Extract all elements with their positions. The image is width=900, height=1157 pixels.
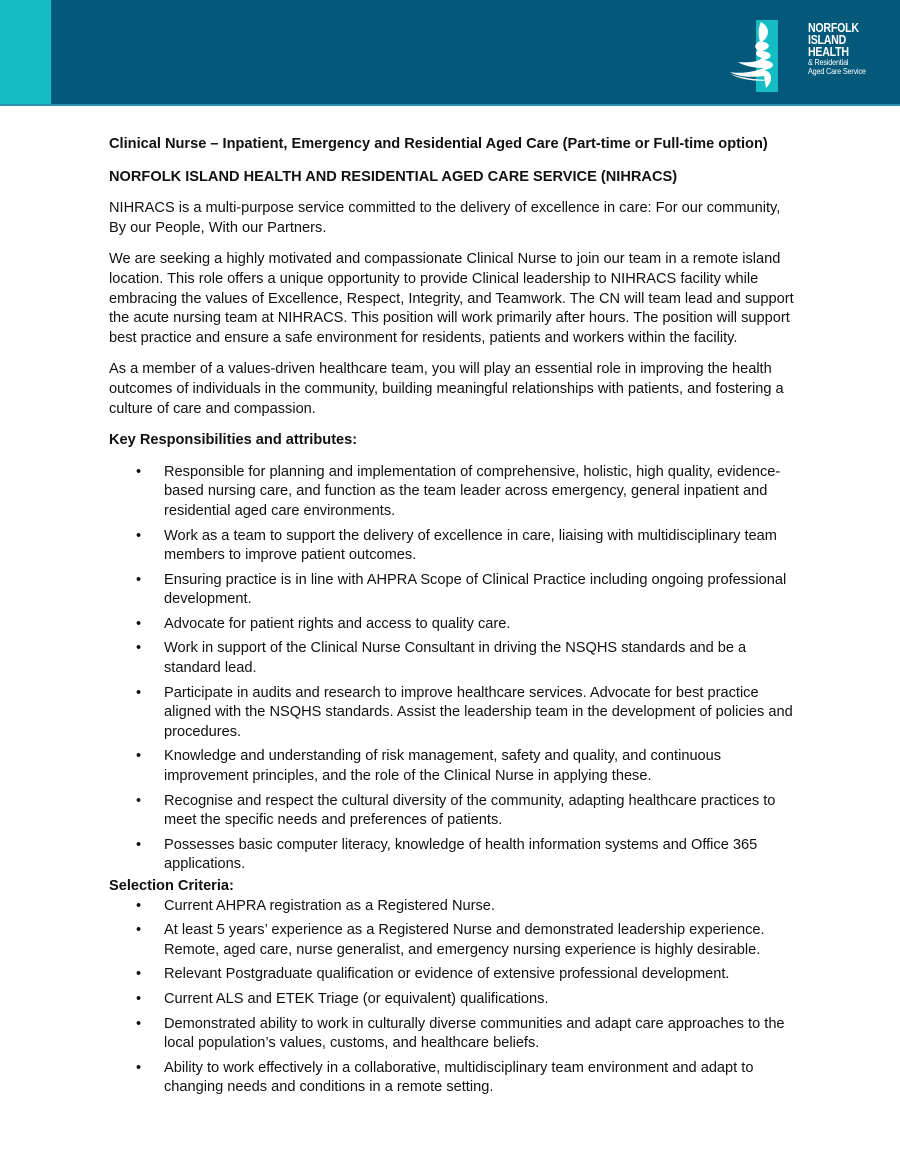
bullet-icon: • (136, 1015, 142, 1032)
selection-criteria-list (109, 897, 799, 1098)
bullet-icon: • (136, 897, 142, 914)
list-item-text: Work in support of the Clinical Nurse Consultant in driving the NSQHS standards and be a standard lead. (164, 640, 747, 677)
list-item (109, 527, 799, 566)
bullet-icon: • (136, 990, 142, 1007)
bullet-icon: • (136, 615, 142, 632)
list-item (109, 1015, 799, 1054)
list-item-text: Advocate for patient rights and access to quality care. (164, 615, 511, 632)
list-item-text: Current ALS and ETEK Triage (or equivalent) qualifications. (164, 990, 549, 1007)
list-item (109, 897, 799, 917)
responsibilities-list (109, 463, 799, 875)
list-item-text: Relevant Postgraduate qualification or evidence of extensive professional development. (164, 966, 730, 983)
document-body (109, 135, 799, 1103)
bullet-icon: • (136, 463, 142, 480)
list-item (109, 747, 799, 786)
responsibilities-heading: Key Responsibilities and attributes: (109, 432, 358, 449)
organization-heading: NORFOLK ISLAND HEALTH AND RESIDENTIAL AGED CARE SERVICE (NIHRACS) (109, 168, 678, 185)
bullet-icon: • (136, 684, 142, 701)
logo-line-5: Aged Care Service (808, 66, 866, 76)
bullet-icon: • (136, 1059, 142, 1076)
list-item (109, 1059, 799, 1098)
page-header-banner (0, 0, 900, 106)
job-title: Clinical Nurse – Inpatient, Emergency and Residential Aged Care (Part-time or Full-time option) (109, 136, 768, 152)
list-item (109, 463, 799, 522)
list-item-text: Ability to work effectively in a collaborative, multidisciplinary team environment and adapt to changing needs and conditions in a remote setting. (164, 1059, 754, 1096)
bullet-icon: • (136, 748, 142, 765)
list-item (109, 990, 799, 1010)
bullet-icon: • (136, 571, 142, 588)
logo-wordmark (808, 22, 876, 76)
list-item (109, 615, 799, 635)
list-item (109, 639, 799, 678)
bullet-icon: • (136, 922, 142, 939)
list-item (109, 684, 799, 743)
header-bottom-rule (0, 104, 900, 106)
list-item-text: At least 5 years’ experience as a Registered Nurse and demonstrated leadership experience. Remote, aged care, nurse generalist, and emergency nursing experience is highly desirable. (164, 922, 765, 958)
logo-line-1: NORFOLK (808, 21, 859, 35)
list-item-text: Current AHPRA registration as a Registered Nurse. (164, 897, 495, 914)
logo-line-4: & Residential (808, 57, 849, 67)
list-item (109, 836, 799, 875)
bullet-icon: • (136, 640, 142, 657)
list-item-text: Demonstrated ability to work in culturally diverse communities and adapt care approaches to the local population’s values, customs, and healthcare beliefs. (164, 1015, 785, 1052)
bullet-icon: • (136, 792, 142, 809)
header-accent-bar (0, 0, 51, 106)
logo-line-2: ISLAND (808, 33, 847, 47)
list-item-text: Possesses basic computer literacy, knowledge of health information systems and Office 365 applications. (164, 836, 758, 873)
list-item (109, 792, 799, 831)
bullet-icon: • (136, 527, 142, 544)
list-item-text: Responsible for planning and implementation of comprehensive, holistic, high quality, evidence-based nursing care, and function as the team leader across emergency, general inpatient and residential aged care environments. (164, 463, 781, 519)
list-item-text: Knowledge and understanding of risk management, safety and quality, and continuous improvement principles, and the role of the Clinical Nurse in applying these. (164, 748, 722, 785)
list-item-text: Ensuring practice is in line with AHPRA Scope of Clinical Practice including ongoing professional development. (164, 571, 787, 608)
list-item-text: Recognise and respect the cultural diversity of the community, adapting healthcare practices to meet the specific needs and preferences of patients. (164, 792, 776, 829)
intro-paragraph: NIHRACS is a multi-purpose service committed to the delivery of excellence in care: For our community, By our People, With our Partners. (109, 200, 781, 236)
list-item (109, 965, 799, 985)
logo-line-3: HEALTH (808, 45, 849, 59)
list-item-text: Work as a team to support the delivery of excellence in care, liaising with multidisciplinary team members to improve patient outcomes. (164, 527, 777, 564)
selection-criteria-heading: Selection Criteria: (109, 878, 234, 894)
team-paragraph: As a member of a values-driven healthcare team, you will play an essential role in improving the health outcomes of individuals in the community, building meaningful relationships with patients, and fostering a culture of care and compassion. (109, 361, 784, 417)
list-item (109, 921, 799, 960)
role-description-paragraph: We are seeking a highly motivated and compassionate Clinical Nurse to join our team in a remote island location. This role offers a unique opportunity to provide Clinical leadership to NIHRACS facility while embracing the values of Excellence, Respect, Integrity, and Teamwork. The CN will team lead and support the acute nursing team at NIHRACS. This position will work primarily after hours. The position will support best practice and ensure a safe environment for residents, patients and workers within the facility. (109, 251, 794, 346)
nihracs-logo (728, 18, 878, 94)
list-item (109, 571, 799, 610)
bullet-icon: • (136, 836, 142, 853)
nihracs-logo-mark-icon (728, 18, 790, 94)
list-item-text: Participate in audits and research to improve healthcare services. Advocate for best practice aligned with the NSQHS standards. Assist the leadership team in the development of policies and procedures. (164, 684, 793, 740)
bullet-icon: • (136, 966, 142, 983)
